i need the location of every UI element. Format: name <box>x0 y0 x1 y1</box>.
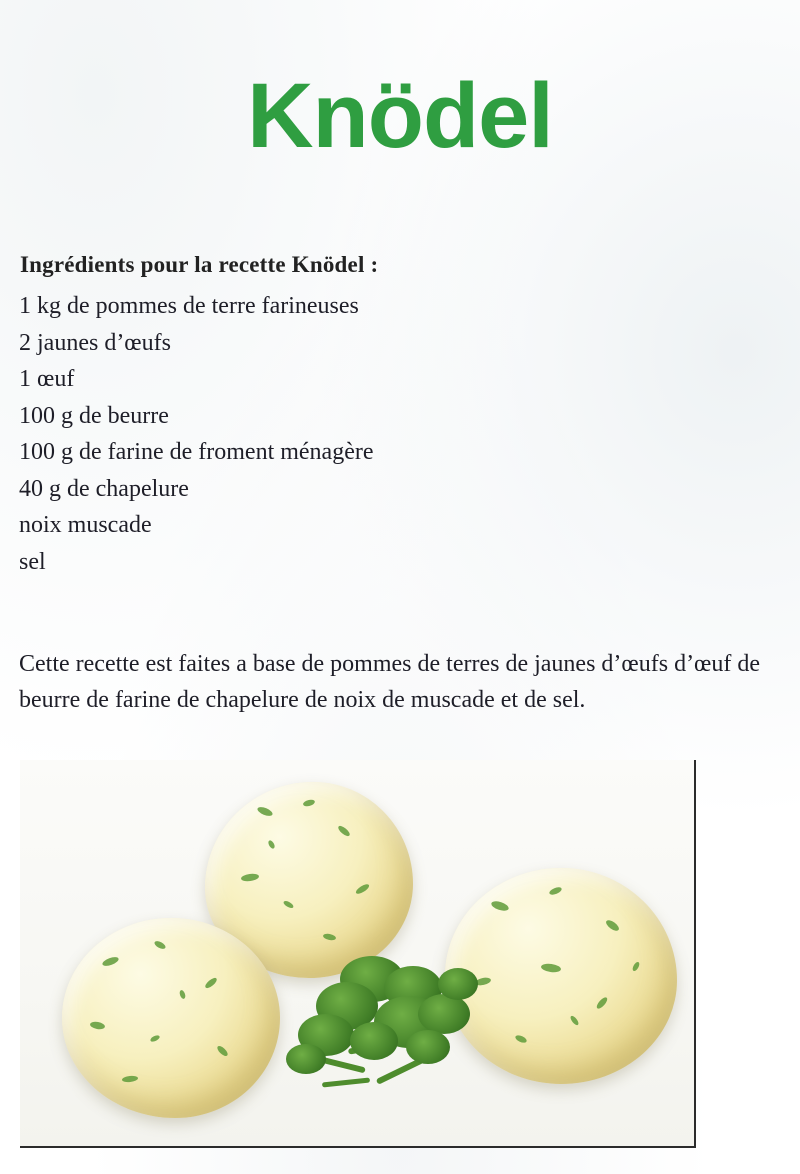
list-item: 2 jaunes d’œufs <box>19 329 171 356</box>
recipe-photo <box>20 760 696 1148</box>
list-item: 1 œuf <box>19 366 75 392</box>
page-title: Knödel <box>247 64 553 167</box>
list-item: noix muscade <box>19 512 152 538</box>
ingredients-list <box>19 288 374 580</box>
recipe-description: Cette recette est faites a base de pommes de terres de jaunes d’œufs d’œuf de beurre de farine de chapelure de noix de muscade et de sel. <box>19 651 761 713</box>
dumpling-left <box>62 918 280 1118</box>
list-item: 40 g de chapelure <box>19 475 189 502</box>
list-item: 100 g de beurre <box>19 402 169 429</box>
list-item: 1 kg de pommes de terre farineuses <box>19 293 359 319</box>
list-item: 100 g de farine de froment ménagère <box>19 439 374 465</box>
parsley-garnish <box>278 948 498 1128</box>
ingredients-heading: Ingrédients pour la recette Knödel : <box>20 252 379 277</box>
list-item: sel <box>19 548 46 575</box>
